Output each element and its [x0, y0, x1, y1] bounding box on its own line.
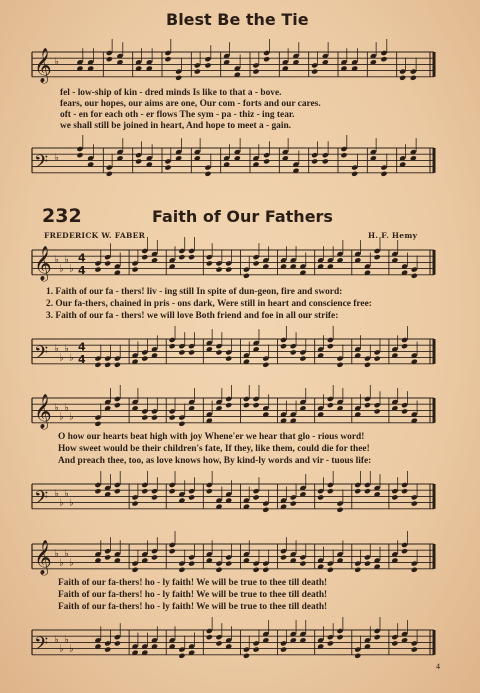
lyric-line: we shall still be joined in heart, And hope to meet a - gain. — [60, 121, 291, 131]
lyric-line: How sweet would be their children's fate, If they, like them, could die for thee! — [58, 444, 370, 454]
hymn-title-faith: Faith of Our Fathers — [152, 207, 333, 226]
svg-text:♭: ♭ — [69, 497, 74, 509]
lyric-line: fel - low-ship of kin - dred minds Is like to that a - bove. — [60, 88, 282, 98]
svg-text:♭: ♭ — [54, 548, 59, 560]
page-mark: 4 — [436, 662, 440, 671]
staff-faith3-bass — [0, 624, 480, 664]
lyric-line: Faith of our fa-thers! ho - ly faith! We will be true to thee till death! — [58, 602, 328, 612]
svg-text:♭: ♭ — [69, 352, 74, 364]
svg-text:𝄞: 𝄞 — [34, 393, 52, 429]
svg-text:♭: ♭ — [69, 643, 74, 655]
svg-text:♭: ♭ — [64, 254, 69, 266]
lyric-line: 3. Faith of our fa - thers! we will love Both friend and foe in all our strife: — [46, 311, 339, 321]
svg-text:𝄢: 𝄢 — [34, 487, 49, 513]
staff-faith2-bass — [0, 478, 480, 518]
svg-text:𝄞: 𝄞 — [34, 47, 52, 83]
svg-text:♭: ♭ — [64, 548, 69, 560]
svg-text:4: 4 — [78, 352, 86, 366]
svg-text:♭: ♭ — [59, 557, 64, 569]
svg-text:♭: ♭ — [59, 263, 64, 275]
lyric-line: And preach thee, too, as love knows how, By kind-ly words and vir - tuous life: — [58, 456, 372, 466]
svg-text:♭: ♭ — [69, 411, 74, 423]
svg-text:♭: ♭ — [54, 56, 59, 68]
svg-text:♭: ♭ — [64, 402, 69, 414]
lyric-line: fears, our hopes, our aims are one, Our com - forts and our cares. — [60, 99, 321, 109]
lyric-line: O how our hearts beat high with joy Whene'er we hear that glo - rious word! — [58, 432, 365, 442]
lyric-line: Faith of our fa-thers! ho - ly faith! We will be true to thee till death! — [58, 590, 328, 600]
lyric-line: Faith of our fa-thers! ho - ly faith! We will be true to thee till death! — [58, 578, 328, 588]
composer-credit: H. F. Hemy — [368, 231, 418, 240]
hymn-number: 232 — [42, 205, 82, 227]
staff-faith2-treble — [0, 392, 480, 432]
svg-text:𝄞: 𝄞 — [34, 539, 52, 575]
svg-text:♭: ♭ — [59, 643, 64, 655]
staff-blest-bass — [0, 142, 480, 182]
hymn-title-blest: Blest Be the Tie — [166, 10, 309, 29]
svg-text:♭: ♭ — [69, 557, 74, 569]
svg-text:♭: ♭ — [54, 634, 59, 646]
svg-text:♭: ♭ — [64, 488, 69, 500]
svg-text:♭: ♭ — [64, 634, 69, 646]
svg-text:𝄢: 𝄢 — [34, 633, 49, 659]
svg-text:𝄢: 𝄢 — [34, 151, 49, 177]
svg-text:𝄞: 𝄞 — [34, 245, 52, 281]
svg-text:♭: ♭ — [59, 497, 64, 509]
staff-faith1-bass — [0, 333, 480, 373]
staff-faith1-treble — [0, 244, 480, 284]
lyric-line: 1. Faith of our fa - thers! liv - ing still In spite of dun-geon, fire and sword: — [46, 287, 343, 297]
svg-text:4: 4 — [78, 340, 86, 354]
svg-text:♭: ♭ — [54, 254, 59, 266]
svg-text:4: 4 — [78, 263, 86, 277]
svg-text:♭: ♭ — [54, 343, 59, 355]
staff-faith3-treble — [0, 538, 480, 578]
svg-text:♭: ♭ — [64, 343, 69, 355]
svg-text:4: 4 — [78, 251, 86, 265]
svg-text:𝄢: 𝄢 — [34, 342, 49, 368]
lyric-line: oft - en for each oth - er flows The sym - pa - thiz - ing tear. — [60, 110, 295, 120]
author-credit: FREDERICK W. FABER — [44, 231, 146, 240]
svg-text:♭: ♭ — [54, 152, 59, 164]
svg-text:♭: ♭ — [54, 402, 59, 414]
svg-text:♭: ♭ — [69, 263, 74, 275]
svg-text:♭: ♭ — [54, 488, 59, 500]
lyric-line: 2. Our fa-thers, chained in pris - ons dark, Were still in heart and conscience free: — [46, 299, 372, 309]
svg-text:♭: ♭ — [59, 411, 64, 423]
staff-blest-treble — [0, 46, 480, 86]
svg-text:♭: ♭ — [59, 352, 64, 364]
